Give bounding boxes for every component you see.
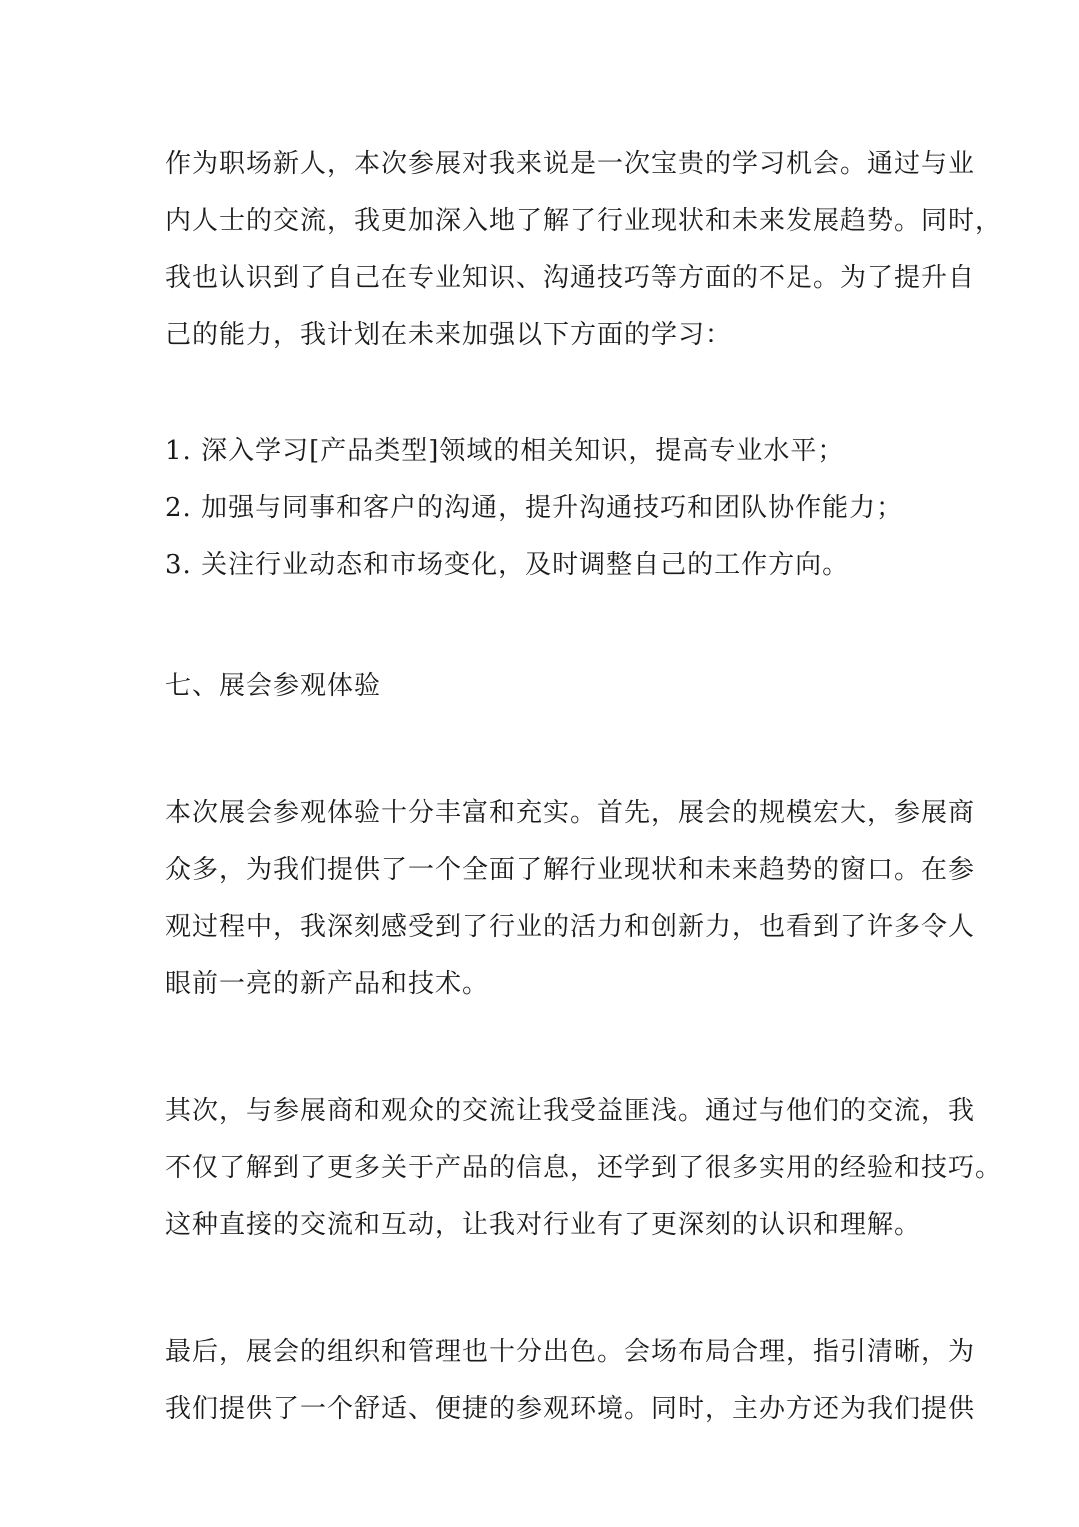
text-line: 我也认识到了自己在专业知识、沟通技巧等方面的不足。为了提升自	[165, 263, 976, 293]
text-line: 这种直接的交流和互动，让我对行业有了更深刻的认识和理解。	[165, 1210, 922, 1240]
text-line: 不仅了解到了更多关于产品的信息，还学到了很多实用的经验和技巧。	[165, 1153, 1003, 1183]
text-line: 众多，为我们提供了一个全面了解行业现状和未来趋势的窗口。在参	[165, 855, 976, 885]
text-line: 本次展会参观体验十分丰富和充实。首先，展会的规模宏大，参展商	[165, 798, 976, 828]
list-item: 1. 深入学习[产品类型]领域的相关知识，提高专业水平；	[165, 436, 845, 466]
text-line: 作为职场新人，本次参展对我来说是一次宝贵的学习机会。通过与业	[165, 149, 976, 179]
paragraph-experience	[165, 785, 976, 1013]
text-line: 己的能力，我计划在未来加强以下方面的学习：	[165, 320, 733, 350]
list-item: 3. 关注行业动态和市场变化，及时调整自己的工作方向。	[165, 550, 850, 580]
text-line: 我们提供了一个舒适、便捷的参观环境。同时，主办方还为我们提供	[165, 1394, 976, 1424]
paragraph-organization	[165, 1324, 976, 1438]
text-line: 内人士的交流，我更加深入地了解了行业现状和未来发展趋势。同时，	[165, 206, 1003, 236]
text-line: 观过程中，我深刻感受到了行业的活力和创新力，也看到了许多令人	[165, 912, 976, 942]
learning-plan-list	[165, 423, 925, 594]
paragraph-learning	[165, 136, 1003, 364]
text-line: 眼前一亮的新产品和技术。	[165, 969, 490, 999]
text-line: 最后，展会的组织和管理也十分出色。会场布局合理，指引清晰，为	[165, 1337, 976, 1367]
section-heading: 七、展会参观体验	[165, 671, 382, 701]
text-line: 其次，与参展商和观众的交流让我受益匪浅。通过与他们的交流，我	[165, 1096, 976, 1126]
paragraph-exchange	[165, 1083, 1003, 1254]
list-item: 2. 加强与同事和客户的沟通，提升沟通技巧和团队协作能力；	[165, 493, 904, 523]
document-page	[165, 136, 1003, 1438]
